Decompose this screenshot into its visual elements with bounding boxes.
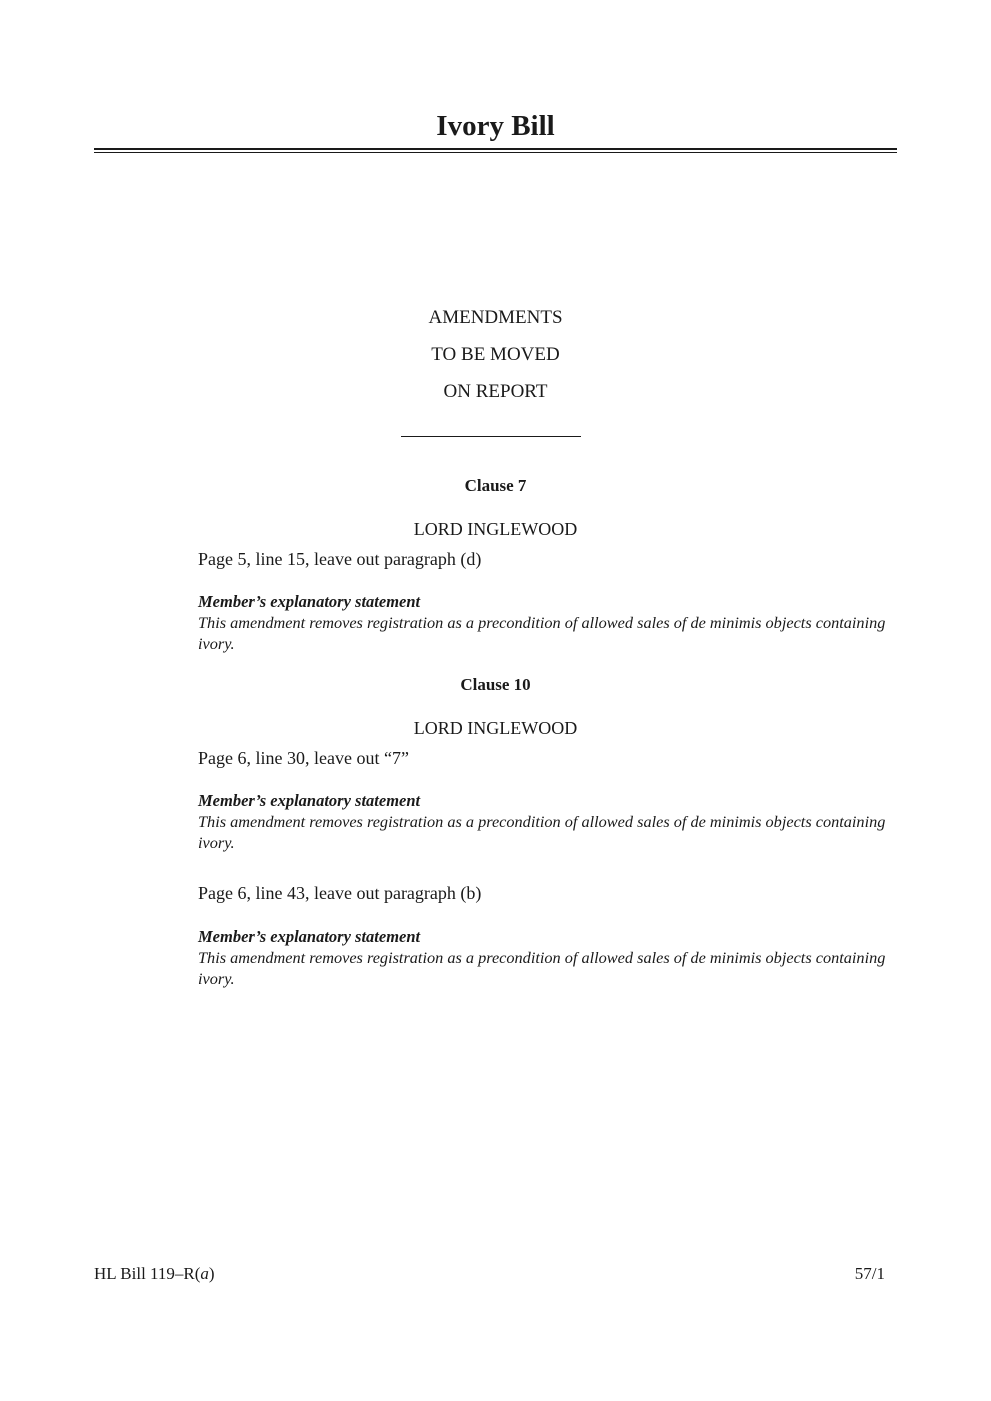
title-rule-thin <box>94 152 897 153</box>
amendment-text: Page 6, line 30, leave out “7” <box>198 748 409 768</box>
member-name: LORD INGLEWOOD <box>413 718 578 738</box>
amendment-text: Page 5, line 15, leave out paragraph (d) <box>198 549 482 569</box>
section-divider <box>401 436 581 437</box>
heading-line-to-be-moved: TO BE MOVED <box>431 344 560 365</box>
clause-heading-7: Clause 7 <box>464 476 527 495</box>
explanatory-statement-heading: Member’s explanatory statement <box>198 791 421 810</box>
amendment-text: Page 6, line 43, leave out paragraph (b) <box>198 883 482 903</box>
bill-reference-italic: a <box>200 1264 209 1283</box>
clause-heading-10: Clause 10 <box>460 675 531 694</box>
bill-reference-prefix: HL Bill 119–R( <box>94 1264 201 1283</box>
explanatory-statement-text: This amendment removes registration as a precondition of allowed sales of de minimis objects containing ivory. <box>198 948 886 988</box>
explanatory-statement-heading: Member’s explanatory statement <box>198 927 421 946</box>
bill-reference <box>94 1263 215 1285</box>
explanatory-statement-heading: Member’s explanatory statement <box>198 592 421 611</box>
bill-reference-suffix: ) <box>208 1264 215 1283</box>
bill-title: Ivory Bill <box>436 110 555 142</box>
explanatory-statement-text: This amendment removes registration as a precondition of allowed sales of de minimis objects containing ivory. <box>198 812 886 852</box>
page-reference: 57/1 <box>854 1264 885 1283</box>
member-name: LORD INGLEWOOD <box>413 519 578 539</box>
explanatory-statement-text: This amendment removes registration as a precondition of allowed sales of de minimis objects containing ivory. <box>198 613 886 653</box>
heading-line-amendments: AMENDMENTS <box>428 307 563 328</box>
heading-line-on-report: ON REPORT <box>443 381 548 402</box>
title-rule-thick <box>94 148 897 150</box>
